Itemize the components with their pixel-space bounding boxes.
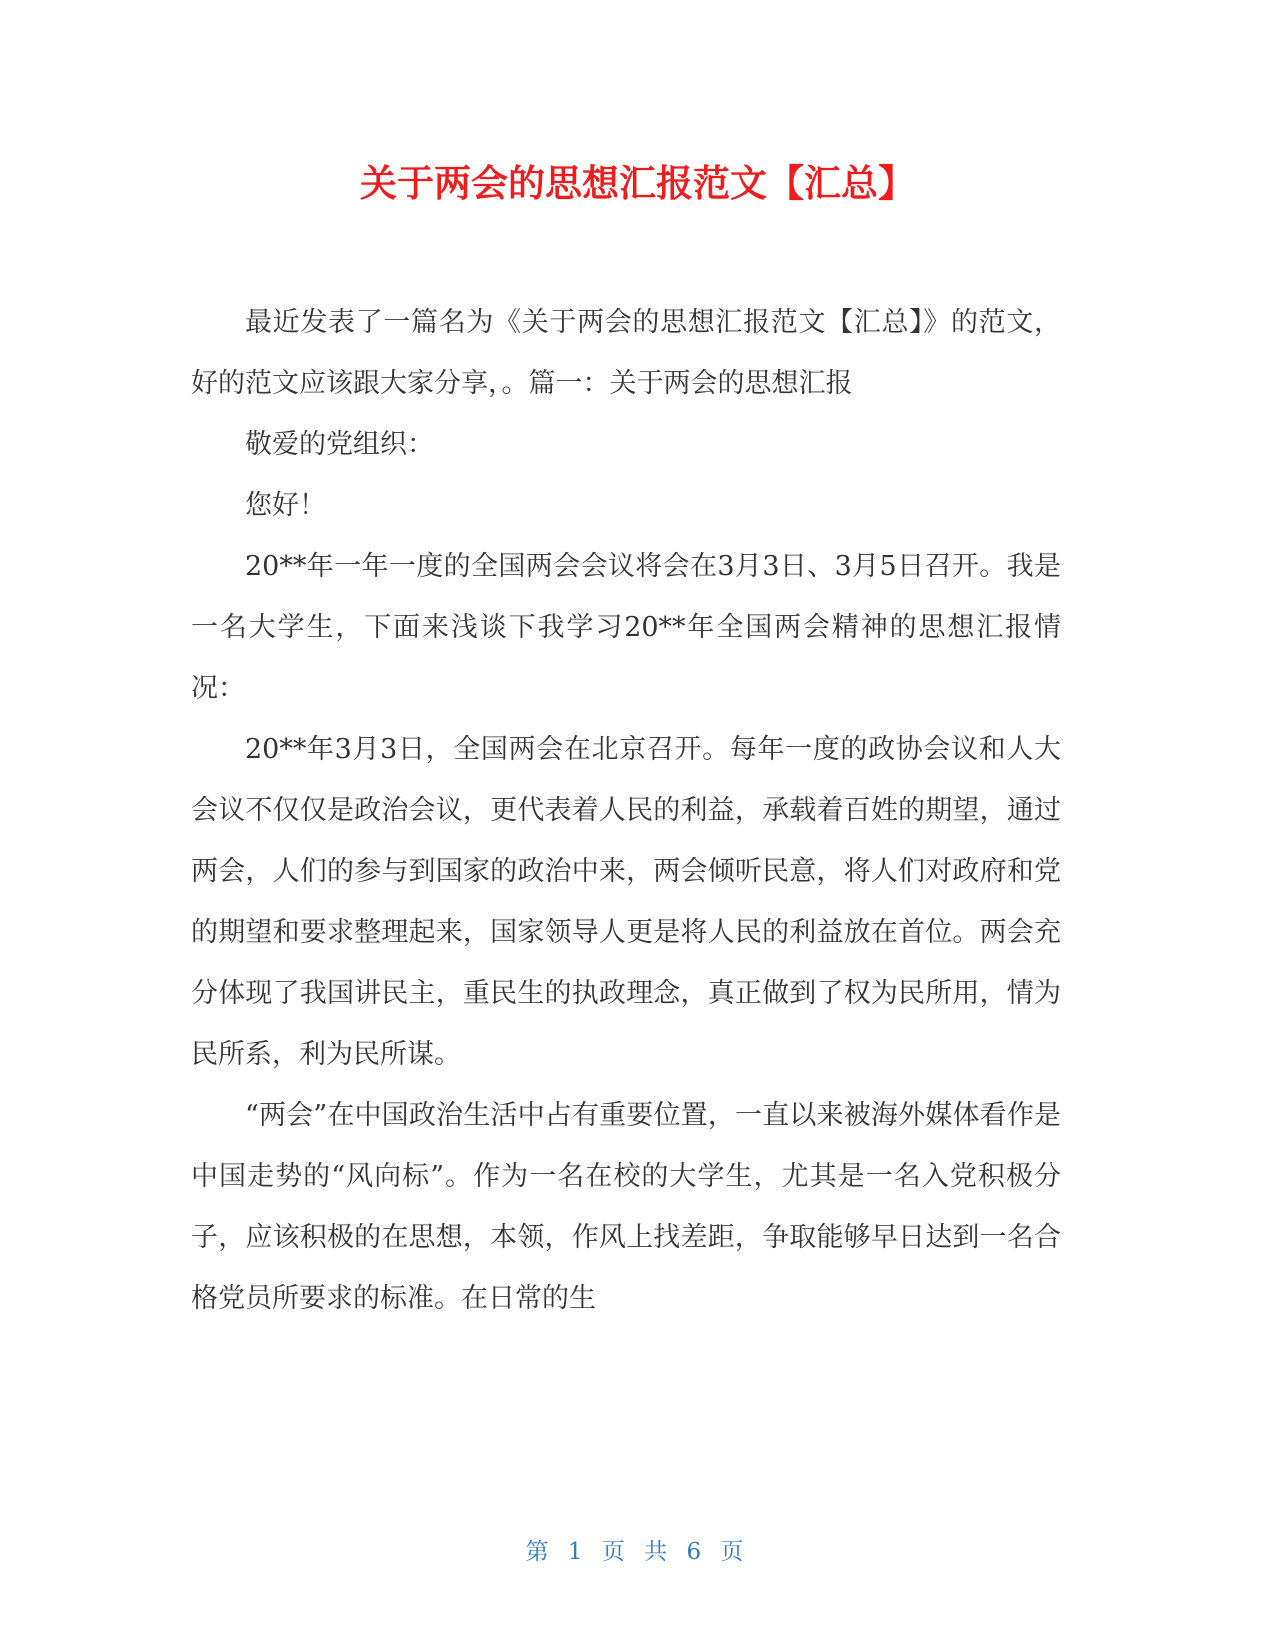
paragraph-salutation: 敬爱的党组织：	[245, 429, 434, 460]
paragraph-meeting-significance: 20**年3月3日，全国两会在北京召开。每年一度的政协会议和人大会议不仅仅是政治会议，更代表着人民的利益，承载着百姓的期望，通过两会，人们的参与到国家的政治中来，两会倾听民意，将人们对政府和党的期望和要求整理起来，国家领导人更是将人民的利益放在首位。两会充分体现了我国讲民主，重民生的执政理念，真正做到了权为民所用，情为民所系，利为民所谋。	[191, 734, 1061, 1070]
paragraph-intro: 最近发表了一篇名为《关于两会的思想汇报范文【汇总】》的范文，好的范文应该跟大家分享，。篇一：关于两会的思想汇报	[191, 307, 1061, 399]
document-body	[191, 292, 1061, 1329]
page-indicator: 第 1 页 共 6 页	[525, 1539, 750, 1565]
paragraph-meeting-dates: 20**年一年一度的全国两会会议将会在3月3日、3月5日召开。我是一名大学生，下面来浅谈下我学习20**年全国两会精神的思想汇报情况：	[191, 551, 1061, 704]
document-title: 关于两会的思想汇报范文【汇总】	[360, 162, 915, 205]
paragraph-greeting: 您好！	[245, 490, 326, 521]
paragraph-student-reflection: “两会”在中国政治生活中占有重要位置，一直以来被海外媒体看作是中国走势的“风向标”。作为一名在校的大学生，尤其是一名入党积极分子，应该积极的在思想，本领，作风上找差距，争取能够早日达到一名合格党员所要求的标准。在日常的生	[191, 1100, 1061, 1314]
